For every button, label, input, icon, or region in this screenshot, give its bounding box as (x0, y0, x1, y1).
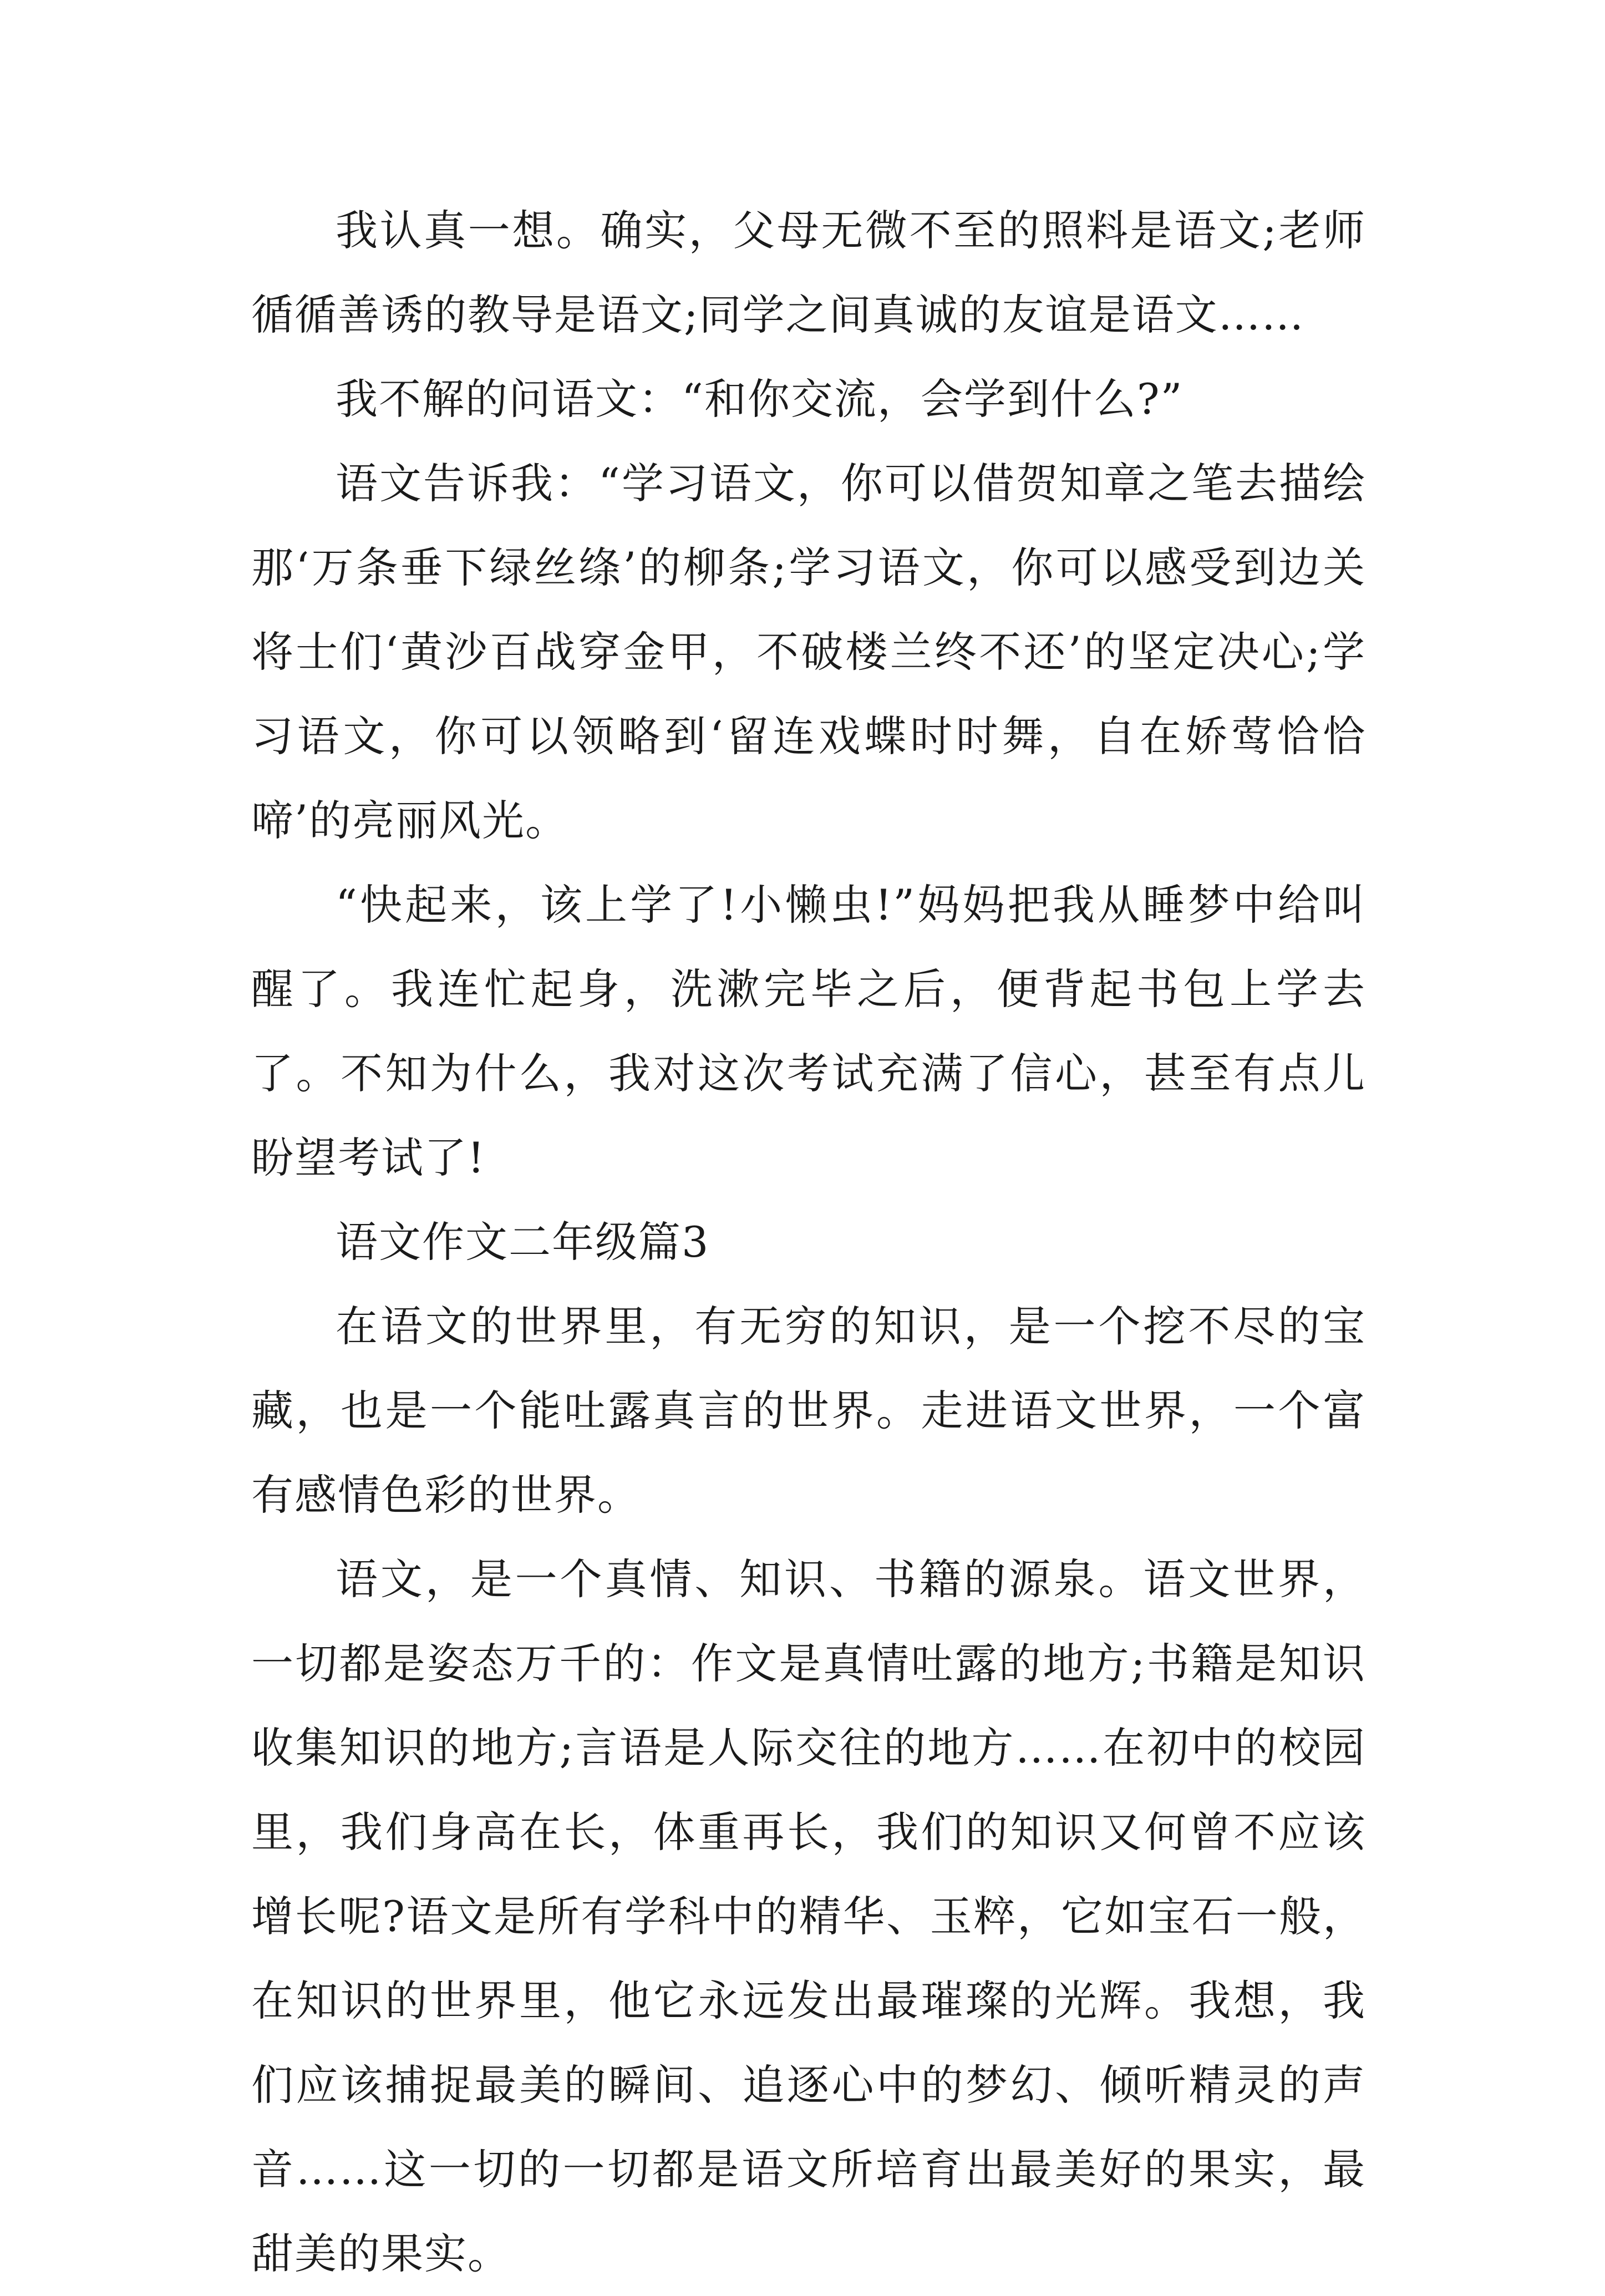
paragraph-2: 我不解的问语文：“和你交流，会学到什么?” (336, 374, 1184, 424)
paragraph-3: 语文告诉我：“学习语文，你可以借贺知章之笔去描绘那‘万条垂下绿丝绦’的柳条;学习语文，你可以感受到边关将士们‘黄沙百战穿金甲，不破楼兰终不还’的坚定决心;学习语文，你可以领略到‘留连戏蝶时时舞，自在娇莺恰恰啼’的亮丽风光。 (251, 459, 1366, 845)
paragraph-1: 我认真一想。确实，父母无微不至的照料是语文;老师循循善诱的教导是语文;同学之间真诚的友谊是语文…… (251, 206, 1366, 339)
section-heading: 语文作文二年级篇3 (336, 1217, 710, 1267)
paragraph-5: 在语文的世界里，有无穷的知识，是一个挖不尽的宝藏，也是一个能吐露真言的世界。走进语文世界，一个富有感情色彩的世界。 (251, 1302, 1366, 1520)
document-body (251, 189, 1366, 2296)
paragraph-6: 语文，是一个真情、知识、书籍的源泉。语文世界，一切都是姿态万千的：作文是真情吐露的地方;书籍是知识收集知识的地方;言语是人际交往的地方……在初中的校园里，我们身高在长，体重再长，我们的知识又何曾不应该增长呢?语文是所有学科中的精华、玉粹，它如宝石一般，在知识的世界里，他它永远发出最璀璨的光辉。我想，我们应该捕捉最美的瞬间、追逐心中的梦幻、倾听精灵的声音……这一切的一切都是语文所培育出最美好的果实，最甜美的果实。 (251, 1555, 1366, 2278)
paragraph-4: “快起来，该上学了!小懒虫!”妈妈把我从睡梦中给叫醒了。我连忙起身，洗漱完毕之后，便背起书包上学去了。不知为什么，我对这次考试充满了信心，甚至有点儿盼望考试了! (251, 880, 1366, 1182)
